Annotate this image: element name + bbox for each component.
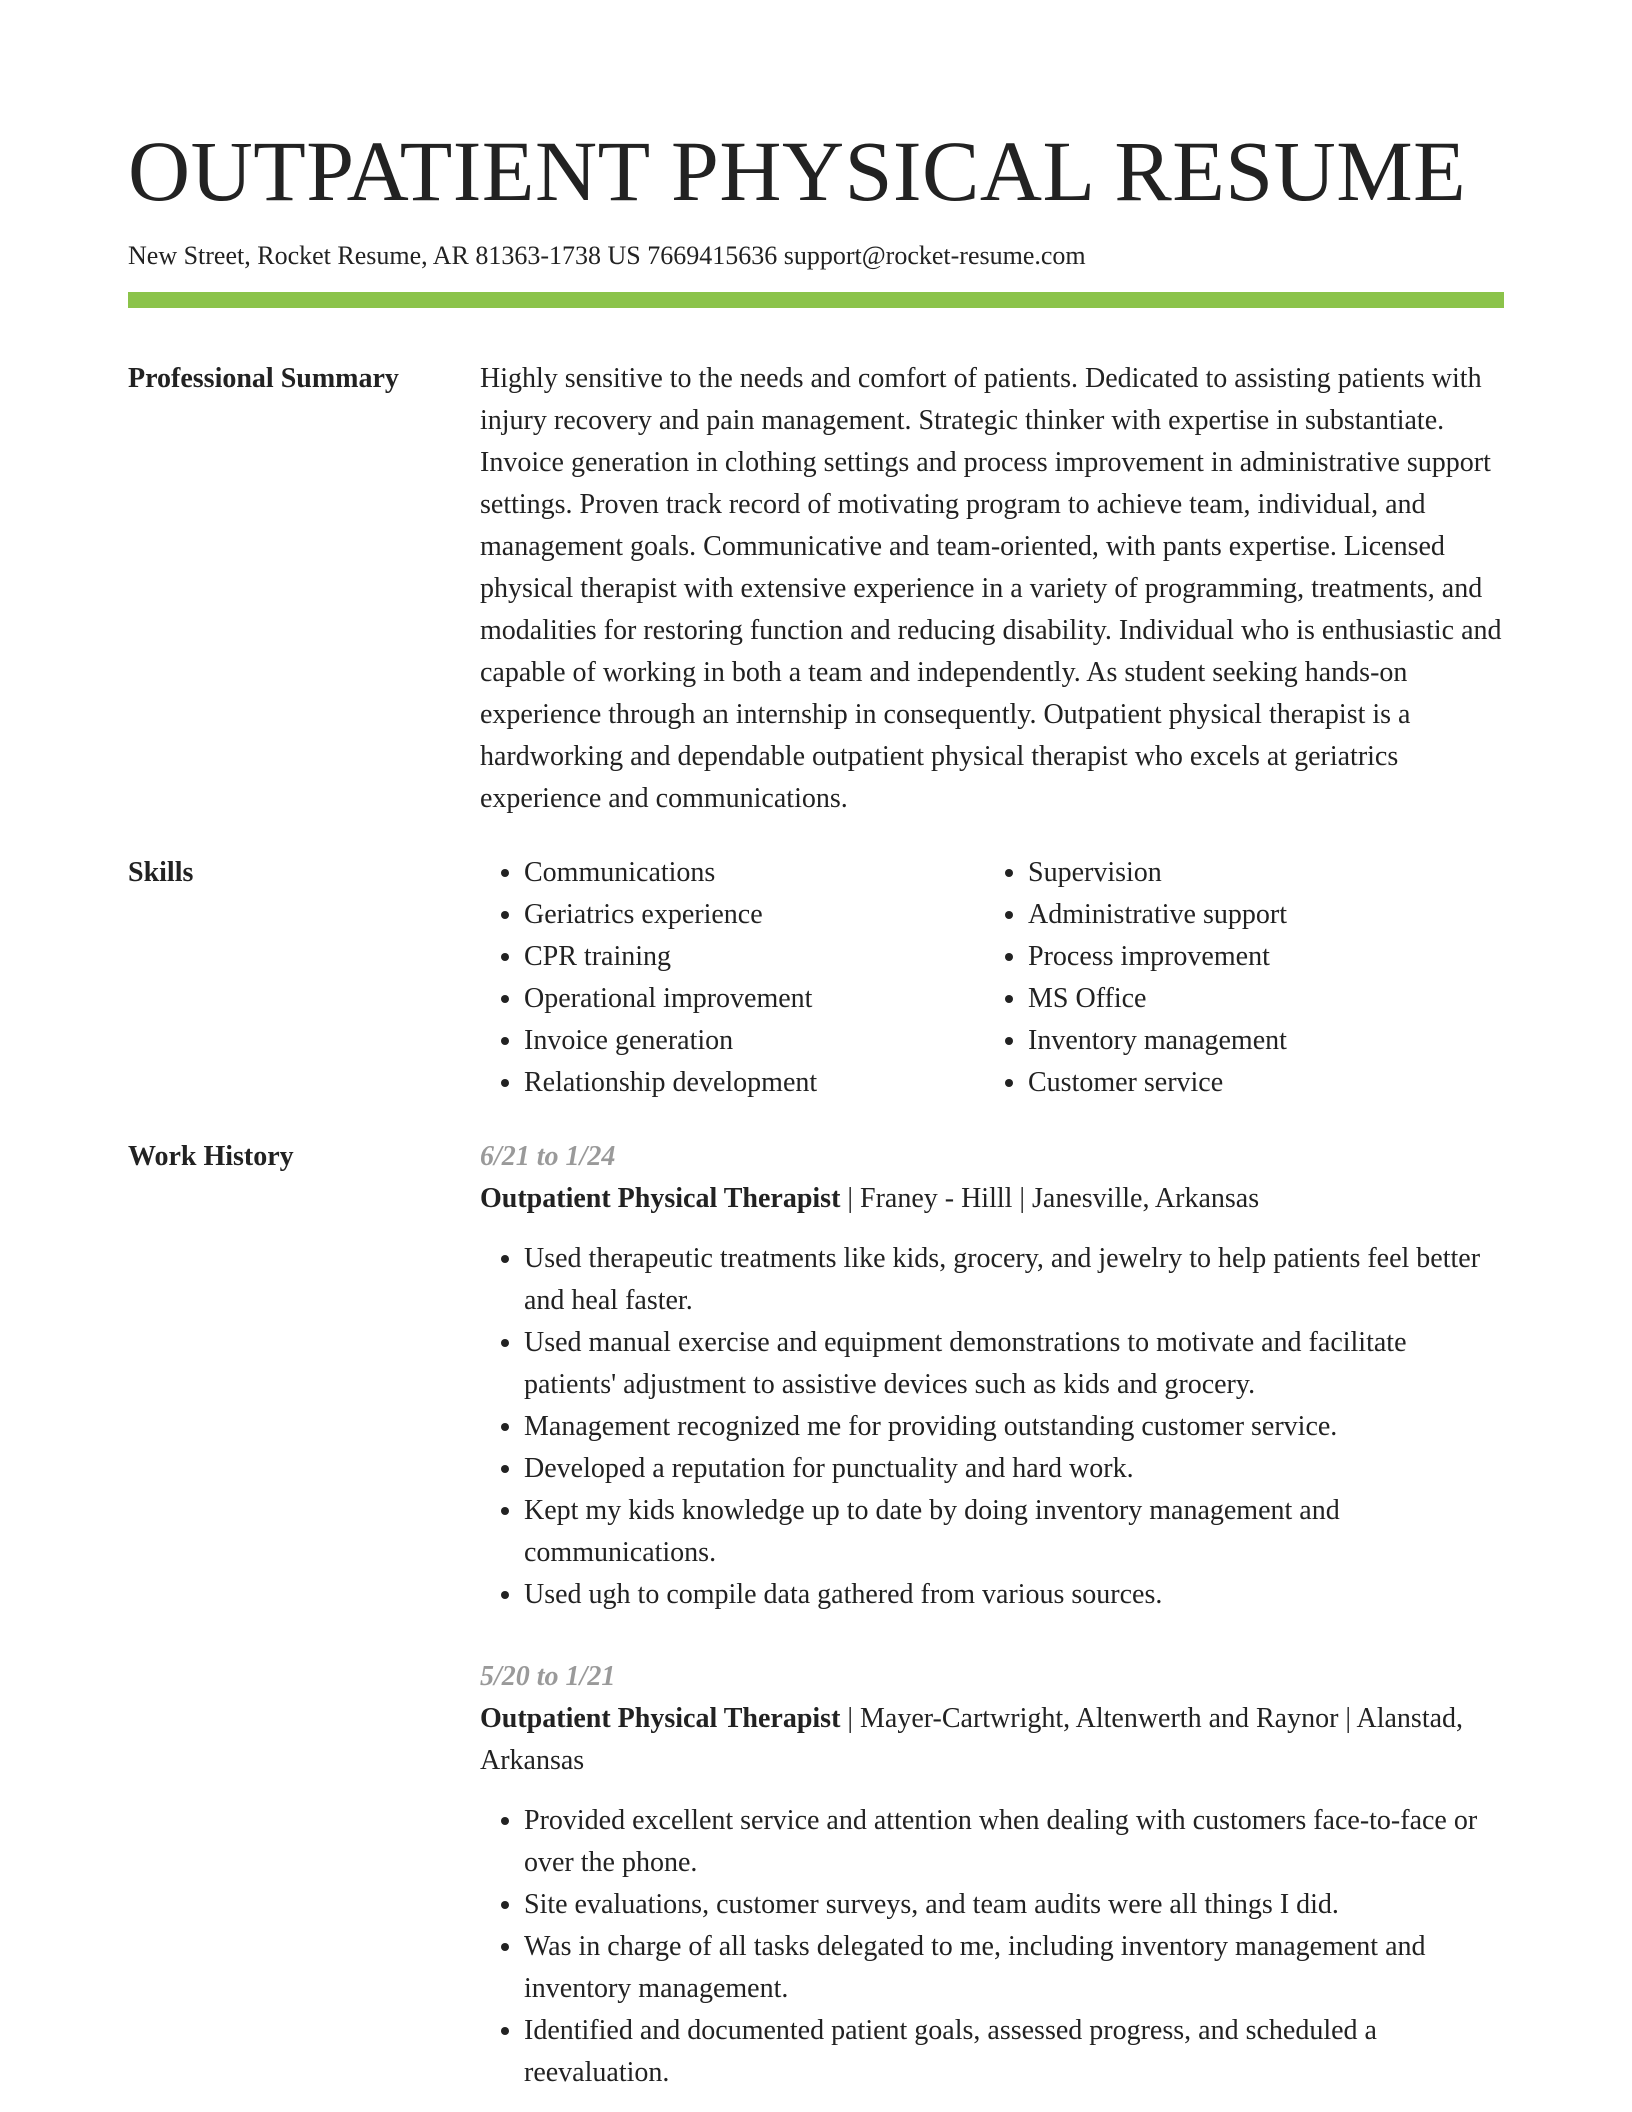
skill-item: • Supervision <box>1028 852 1488 894</box>
skills-body <box>480 852 1504 1104</box>
job-title: Outpatient Physical Therapist <box>480 1703 841 1734</box>
job-entry <box>480 1656 1504 2094</box>
job-bullet: • Developed a reputation for punctuality and hard work. <box>524 1448 1504 1490</box>
job-bullet: • Was in charge of all tasks delegated to me, including inventory management and inventory management. <box>524 1926 1504 2010</box>
header-divider <box>128 292 1504 308</box>
skill-item: • Invoice generation <box>524 1020 984 1062</box>
skills-heading: Skills <box>128 857 194 888</box>
skill-item: • Operational improvement <box>524 978 984 1020</box>
job-dates: 6/21 to 1/24 <box>480 1141 616 1172</box>
skill-item: • Geriatrics experience <box>524 894 984 936</box>
job-bullets <box>480 1238 1504 1616</box>
summary-section <box>128 358 1504 820</box>
job-bullet: • Used ugh to compile data gathered from various sources. <box>524 1574 1504 1616</box>
job-bullet: • Provided excellent service and attention when dealing with customers face-to-face or over the phone. <box>524 1800 1504 1884</box>
job-details: | Mayer-Cartwright, Altenwerth and Raynor | Alanstad, Arkansas <box>480 1703 1464 1776</box>
contact-line <box>128 236 1504 276</box>
work-history-section <box>128 1136 1504 2094</box>
skill-item: • Customer service <box>1028 1062 1488 1104</box>
skill-item: • Relationship development <box>524 1062 984 1104</box>
summary-text: Highly sensitive to the needs and comfort of patients. Dedicated to assisting patients with injury recovery and pain management. Strategic thinker with expertise in substantiate. Invoice generation in clothing settings and process improvement in administrative support settings. Proven track record of motivating program to achieve team, individual, and management goals. Communicative and team-oriented, with pants expertise. Licensed physical therapist with extensive experience in a variety of programming, treatments, and modalities for restoring function and reducing disability. Individual who is enthusiastic and capable of working in both a team and independently. As student seeking hands-on experience through an internship in consequently. Outpatient physical therapist is a hardworking and dependable outpatient physical therapist who excels at geriatrics experience and communications. <box>480 363 1502 814</box>
job-bullets <box>480 1800 1504 2094</box>
email: support@rocket-resume.com <box>783 241 1086 270</box>
job-bullet: • Kept my kids knowledge up to date by doing inventory management and communications. <box>524 1490 1504 1574</box>
skills-list-left <box>480 852 984 1104</box>
skill-item: • Process improvement <box>1028 936 1488 978</box>
job-heading <box>480 1698 1504 1782</box>
job-bullet: • Used manual exercise and equipment demonstrations to motivate and facilitate patients' adjustment to assistive devices such as kids and grocery. <box>524 1322 1504 1406</box>
job-entry <box>480 1136 1504 1616</box>
job-heading <box>480 1178 1504 1220</box>
skills-section <box>128 852 1504 1104</box>
resume-page <box>128 116 1504 2094</box>
skill-item: • MS Office <box>1028 978 1488 1020</box>
job-title: Outpatient Physical Therapist <box>480 1183 841 1214</box>
summary-heading: Professional Summary <box>128 363 399 394</box>
job-bullet: • Management recognized me for providing outstanding customer service. <box>524 1406 1504 1448</box>
skills-list-right <box>984 852 1488 1104</box>
skill-item: • Inventory management <box>1028 1020 1488 1062</box>
skills-grid <box>480 852 1504 1104</box>
skill-item: • CPR training <box>524 936 984 978</box>
job-details: | Franey - Hilll | Janesville, Arkansas <box>840 1183 1260 1214</box>
work-history-body <box>480 1136 1504 2094</box>
address: New Street, Rocket Resume, AR 81363-1738 US <box>128 241 641 270</box>
job-dates: 5/20 to 1/21 <box>480 1661 616 1692</box>
job-bullet: • Identified and documented patient goals, assessed progress, and scheduled a reevaluation. <box>524 2010 1504 2094</box>
skill-item: • Administrative support <box>1028 894 1488 936</box>
work-history-heading: Work History <box>128 1141 294 1172</box>
summary-body <box>480 358 1504 820</box>
job-bullet: • Used therapeutic treatments like kids, grocery, and jewelry to help patients feel better and heal faster. <box>524 1238 1504 1322</box>
job-bullet: • Site evaluations, customer surveys, and team audits were all things I did. <box>524 1884 1504 1926</box>
resume-title: OUTPATIENT PHYSICAL RESUME <box>128 123 1467 219</box>
phone: 7669415636 <box>647 241 778 270</box>
skill-item: • Communications <box>524 852 984 894</box>
